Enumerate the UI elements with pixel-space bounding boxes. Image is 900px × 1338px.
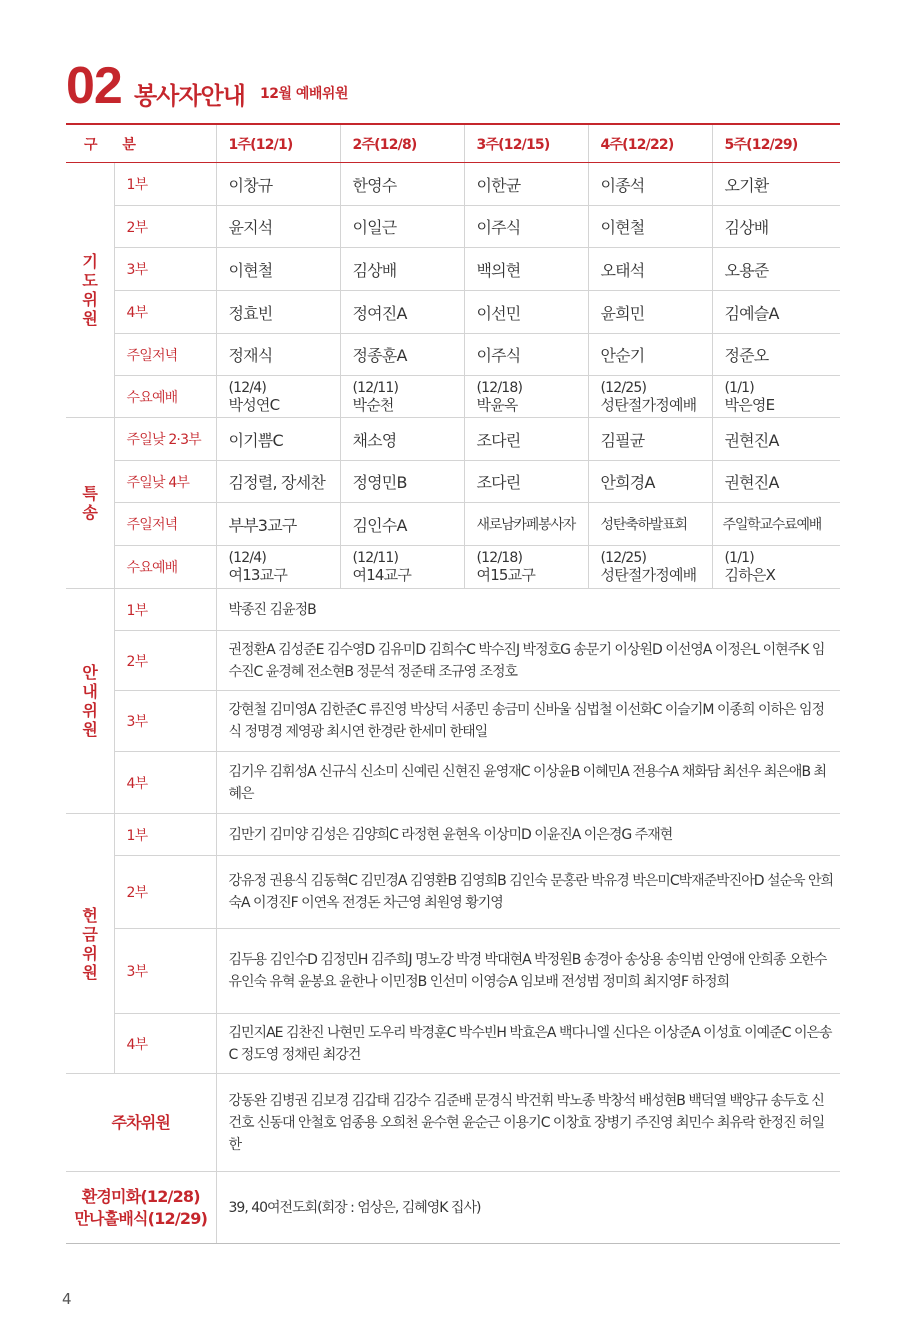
row-label: 수요예배 (114, 376, 216, 418)
table-row (66, 376, 840, 418)
table-row (66, 206, 840, 248)
page-number: 4 (62, 1290, 72, 1308)
cell: 한영수 (340, 163, 464, 206)
table-row (66, 503, 840, 546)
cell: 윤희민 (588, 291, 712, 334)
names-cell: 김만기 김미양 김성은 김양희C 라정현 윤현옥 이상미D 이윤진A 이은경G 주재현 (216, 814, 840, 856)
cell: (12/4) 박성연C (216, 376, 340, 418)
cell: 이일근 (340, 206, 464, 248)
cell: (12/25) 성탄절가정예배 (588, 546, 712, 589)
table-row (66, 334, 840, 376)
cell: 새로남카페봉사자 (464, 503, 588, 546)
cell: 정준오 (712, 334, 840, 376)
cell: 권현진A (712, 418, 840, 461)
row-label: 2부 (114, 631, 216, 691)
row-label: 주일낮 2·3부 (114, 418, 216, 461)
table-row (66, 248, 840, 291)
cell: 정종훈A (340, 334, 464, 376)
cell: (12/11) 여14교구 (340, 546, 464, 589)
cell: 이주식 (464, 334, 588, 376)
cleanup-label: 환경미화(12/28) 만나홀배식(12/29) (66, 1172, 216, 1244)
cell: (12/18) 여15교구 (464, 546, 588, 589)
section-number: 02 (66, 57, 122, 115)
names-cell: 박종진 김윤정B (216, 589, 840, 631)
cell: 이주식 (464, 206, 588, 248)
table-row (66, 752, 840, 814)
cell: 주일학교수료예배 (712, 503, 840, 546)
cell: (12/25) 성탄절가정예배 (588, 376, 712, 418)
cell: 오용준 (712, 248, 840, 291)
cell: 김정렬, 장세찬 (216, 461, 340, 503)
table-row (66, 1074, 840, 1172)
names-cell: 김두용 김인수D 김정민H 김주희J 명노강 박경 박대현A 박정원B 송경아 송상용 송익범 안영애 안희종 오한수 유인숙 유혁 윤봉요 윤한나 이민정B 인선미 이영승A 임보배 전성범 정미희 최지영F 하정희 (216, 929, 840, 1014)
row-label: 1부 (114, 814, 216, 856)
row-label: 주일저녁 (114, 503, 216, 546)
cell: 김상배 (340, 248, 464, 291)
cell: 김인수A (340, 503, 464, 546)
row-label: 3부 (114, 248, 216, 291)
header-week-5: 5주(12/29) (712, 125, 840, 163)
cell: 김예슬A (712, 291, 840, 334)
table-row (66, 814, 840, 856)
cell: 조다린 (464, 461, 588, 503)
usher-group-label: 안 내 위 원 (66, 589, 114, 814)
row-label: 1부 (114, 589, 216, 631)
volunteer-table (66, 125, 840, 1244)
row-label: 주일낮 4부 (114, 461, 216, 503)
cell: 오태석 (588, 248, 712, 291)
cell: 정재식 (216, 334, 340, 376)
cell: (1/1) 박은영E (712, 376, 840, 418)
table-row (66, 691, 840, 752)
cell: 안순기 (588, 334, 712, 376)
table-row (66, 163, 840, 206)
cell: (1/1) 김하은X (712, 546, 840, 589)
row-label: 수요예배 (114, 546, 216, 589)
table-row (66, 929, 840, 1014)
cell: 정여진A (340, 291, 464, 334)
header-week-3: 3주(12/15) (464, 125, 588, 163)
cell: 이현철 (216, 248, 340, 291)
names-cell: 강동완 김병권 김보경 김갑태 김강수 김준배 문경식 박건휘 박노종 박창석 배성현B 백덕열 백양규 송두호 신건호 신동대 안철호 엄종용 오희천 윤수현 윤순근 이용기C 이창효 장병기 주진영 최민수 최유락 한정진 허일한 (216, 1074, 840, 1172)
table-row (66, 291, 840, 334)
parking-label: 주차위원 (66, 1074, 216, 1172)
names-cell: 김기우 김휘성A 신규식 신소미 신예린 신현진 윤영재C 이상윤B 이혜민A 전용수A 채화담 최선우 최은애B 최혜은 (216, 752, 840, 814)
cell: 이창규 (216, 163, 340, 206)
special-group-label: 특 송 (66, 418, 114, 589)
table-row (66, 1172, 840, 1244)
table-row (66, 631, 840, 691)
cell: 정효빈 (216, 291, 340, 334)
names-cell: 강유정 권용식 김동혁C 김민경A 김영환B 김영희B 김인숙 문홍란 박유경 박은미C박재준박진아D 설순욱 안희숙A 이경진F 이연옥 전경돈 차근영 최원영 황기영 (216, 856, 840, 929)
header-week-2: 2주(12/8) (340, 125, 464, 163)
cell: 이종석 (588, 163, 712, 206)
cell: 오기환 (712, 163, 840, 206)
row-label: 주일저녁 (114, 334, 216, 376)
names-cell: 39, 40여전도회(회장 : 엄상은, 김혜영K 집사) (216, 1172, 840, 1244)
offering-group-label: 헌 금 위 원 (66, 814, 114, 1074)
row-label: 1부 (114, 163, 216, 206)
table-row (66, 461, 840, 503)
cell: (12/4) 여13교구 (216, 546, 340, 589)
page-header (66, 57, 846, 122)
row-label: 4부 (114, 752, 216, 814)
header-gubun: 구 분 (66, 125, 216, 163)
table-row (66, 856, 840, 929)
table-header-row (66, 125, 840, 163)
row-label: 4부 (114, 291, 216, 334)
table-row (66, 1014, 840, 1074)
cell: 채소영 (340, 418, 464, 461)
cell: 안희경A (588, 461, 712, 503)
cell: 이선민 (464, 291, 588, 334)
names-cell: 강현철 김미영A 김한준C 류진영 박상덕 서종민 송금미 신바울 심법철 이선화C 이슬기M 이종희 이하은 임정식 정명경 제영광 최시연 한경란 한세미 한태일 (216, 691, 840, 752)
row-label: 3부 (114, 929, 216, 1014)
names-cell: 김민지AE 김찬진 나현민 도우리 박경훈C 박수빈H 박효은A 백다니엘 신다은 이상준A 이성효 이예준C 이은송C 정도영 정채린 최강건 (216, 1014, 840, 1074)
cell: 권현진A (712, 461, 840, 503)
table-row (66, 546, 840, 589)
cell: 윤지석 (216, 206, 340, 248)
cell: 성탄축하발표회 (588, 503, 712, 546)
cell: 이한균 (464, 163, 588, 206)
prayer-group-label: 기 도 위 원 (66, 163, 114, 418)
table-row (66, 589, 840, 631)
row-label: 2부 (114, 856, 216, 929)
cell: 김필균 (588, 418, 712, 461)
section-subtitle: 12월 예배위원 (260, 86, 348, 102)
cell: 이기쁨C (216, 418, 340, 461)
table-row (66, 418, 840, 461)
row-label: 2부 (114, 206, 216, 248)
section-title: 봉사자안내 (134, 82, 245, 110)
cell: 조다린 (464, 418, 588, 461)
cell: 이현철 (588, 206, 712, 248)
cell: (12/11) 박순천 (340, 376, 464, 418)
header-week-4: 4주(12/22) (588, 125, 712, 163)
names-cell: 권정환A 김성준E 김수영D 김유미D 김희수C 박수진J 박정호G 송문기 이상원D 이선영A 이정은L 이현주K 임수진C 윤경혜 전소현B 정문석 정준태 조규영 조정호 (216, 631, 840, 691)
row-label: 3부 (114, 691, 216, 752)
header-week-1: 1주(12/1) (216, 125, 340, 163)
cell: 부부3교구 (216, 503, 340, 546)
cell: 정영민B (340, 461, 464, 503)
cell: (12/18) 박윤옥 (464, 376, 588, 418)
cell: 백의현 (464, 248, 588, 291)
row-label: 4부 (114, 1014, 216, 1074)
cell: 김상배 (712, 206, 840, 248)
